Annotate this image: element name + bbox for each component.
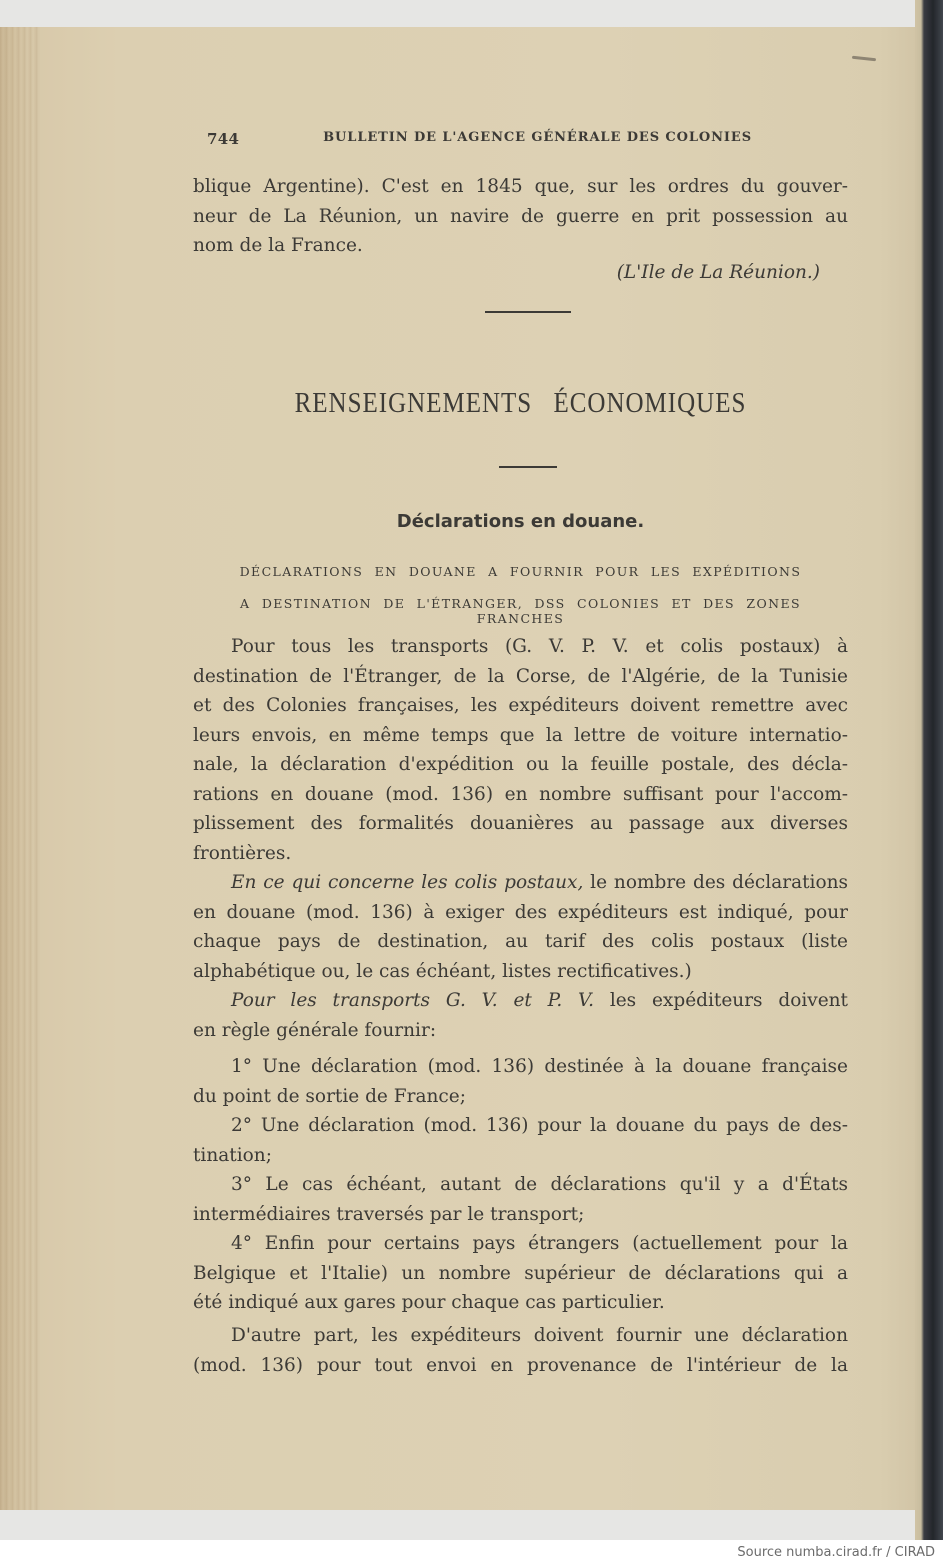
- body-paragraph-1: [193, 632, 848, 868]
- text-line: frontières.: [193, 842, 292, 864]
- page-edge-shading: [0, 27, 40, 1510]
- text-line: en douane (mod. 136) à exiger des expéditeurs est indiqué, pour: [193, 901, 848, 923]
- text-line: 1° Une déclaration (mod. 136) destinée à la douane française: [231, 1056, 848, 1077]
- text-line: 2° Une déclaration (mod. 136) pour la douane du pays de des-: [231, 1115, 848, 1136]
- text-line: (mod. 136) pour tout envoi en provenance de l'intérieur de la: [193, 1354, 848, 1376]
- subsection-title: Déclarations en douane.: [396, 511, 645, 532]
- text-line: 4° Enfin pour certains pays étrangers (actuellement pour la: [231, 1233, 848, 1254]
- text-line: Pour tous les transports (G. V. P. V. et colis postaux) à: [231, 636, 848, 657]
- text-line: 3° Le cas échéant, autant de déclarations qu'il y a d'États: [231, 1174, 848, 1195]
- text-line: rations en douane (mod. 136) en nombre suffisant pour l'accom-: [193, 783, 848, 805]
- intro-paragraph: [193, 172, 848, 261]
- text-line: chaque pays de destination, au tarif des colis postaux (liste: [193, 931, 848, 952]
- list-item-1: [193, 1052, 848, 1111]
- text-line: nom de la France.: [193, 235, 363, 256]
- text-line: plissement des formalités douanières au passage aux diverses: [193, 813, 848, 834]
- body-paragraph-3: [193, 986, 848, 1045]
- italic-lead: En ce qui concerne les colis postaux,: [231, 872, 584, 893]
- text-line: du point de sortie de France;: [193, 1085, 466, 1107]
- body-paragraph-2: [193, 868, 848, 986]
- text-line: et des Colonies françaises, les expéditeurs doivent remettre avec: [193, 695, 848, 716]
- page-number: 744: [207, 130, 240, 148]
- text-line: en règle générale fournir:: [193, 1019, 437, 1041]
- text-line: neur de La Réunion, un navire de guerre en prit possession au: [193, 205, 848, 227]
- text-line: [193, 986, 848, 1016]
- text-line: [193, 868, 848, 898]
- running-header: [207, 130, 752, 148]
- line-rest: les expéditeurs doivent: [594, 990, 848, 1011]
- list-item-4: [193, 1229, 848, 1318]
- caps-heading-line: DÉCLARATIONS EN DOUANE A FOURNIR POUR LES EXPÉDITIONS: [239, 564, 802, 579]
- text-line: été indiqué aux gares pour chaque cas particulier.: [193, 1292, 665, 1313]
- running-title: BULLETIN DE L'AGENCE GÉNÉRALE DES COLONIES: [323, 130, 752, 145]
- list-item-2: [193, 1111, 848, 1170]
- source-credit: Source numba.cirad.fr / CIRAD: [737, 1545, 935, 1560]
- text-line: intermédiaires traversés par le transport;: [193, 1203, 585, 1225]
- text-line: leurs envois, en même temps que la lettre de voiture internatio-: [193, 724, 848, 746]
- separator-rule: [485, 311, 571, 313]
- text-line: alphabétique ou, le cas échéant, listes rectificatives.): [193, 960, 692, 982]
- text-line: D'autre part, les expéditeurs doivent fournir une déclaration: [231, 1325, 848, 1346]
- italic-lead: Pour les transports G. V. et P. V.: [231, 990, 595, 1011]
- text-line: nale, la déclaration d'expédition ou la feuille postale, des décla-: [193, 754, 848, 775]
- separator-rule: [499, 466, 557, 468]
- line-rest: le nombre des déclarations: [583, 872, 848, 893]
- book-binding-edge: [915, 0, 943, 1540]
- citation: (L'Ile de La Réunion.): [616, 262, 820, 283]
- list-item-3: [193, 1170, 848, 1229]
- text-line: tination;: [193, 1144, 272, 1166]
- body-paragraph-4: [193, 1321, 848, 1380]
- section-title: RENSEIGNEMENTS ÉCONOMIQUES: [294, 387, 747, 419]
- caps-heading-line: A DESTINATION DE L'ÉTRANGER, DSS COLONIES ET DES ZONES FRANCHES: [240, 596, 801, 626]
- text-line: Belgique et l'Italie) un nombre supérieur de déclarations qui a: [193, 1262, 848, 1284]
- text-line: destination de l'Étranger, de la Corse, de l'Algérie, de la Tunisie: [193, 665, 848, 687]
- text-line: blique Argentine). C'est en 1845 que, sur les ordres du gouver-: [193, 176, 848, 197]
